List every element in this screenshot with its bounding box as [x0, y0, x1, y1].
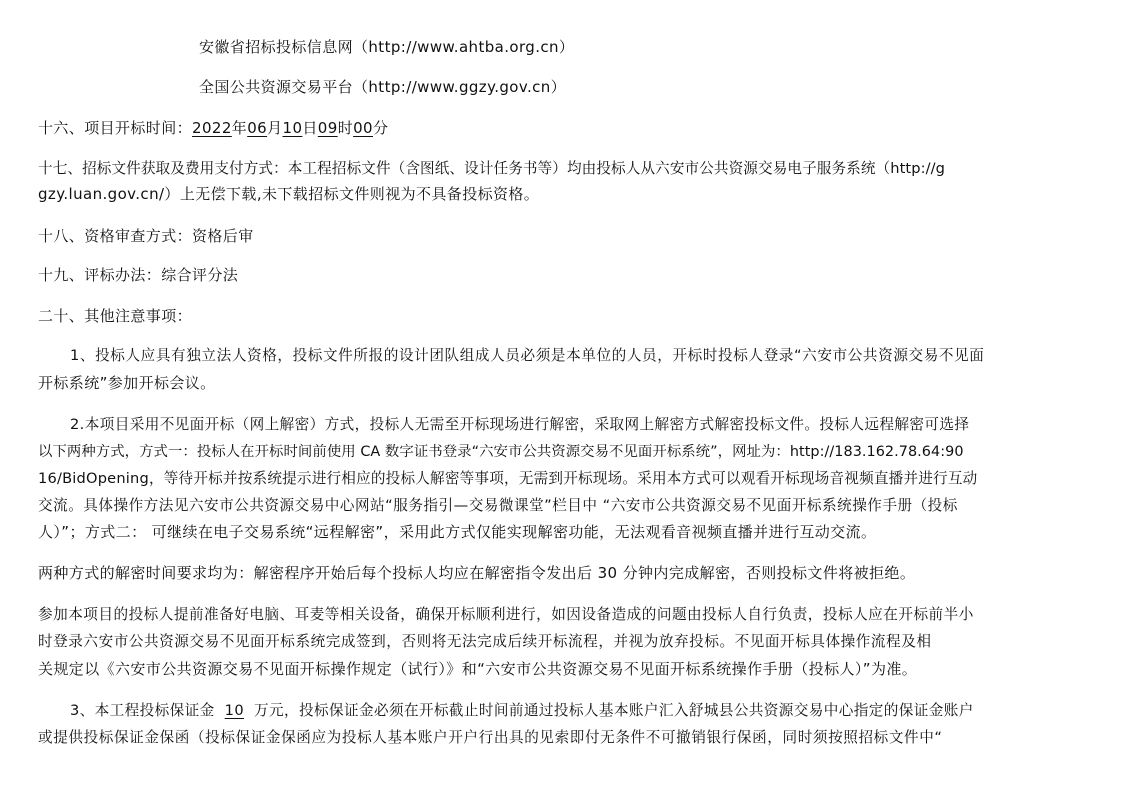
- minute-unit: 分: [372, 119, 389, 137]
- section-16-label: 十六、项目开标时间：: [38, 119, 193, 137]
- preparation-line-3: 关规定以《六安市公共资源交易不见面开标操作规定（试行）》和“六安市公共资源交易不见面开标系统操作手册（投标人）”为准。: [38, 660, 918, 678]
- section-18: 十八、资格审查方式：资格后审: [38, 227, 254, 245]
- section-16-bid-opening-time: [38, 118, 388, 138]
- item-1-line-2: 开标系统”参加开标会议。: [38, 374, 216, 392]
- item-2-line-4: 交流。具体操作方法见六安市公共资源交易中心网站“服务指引—交易微课堂”栏目中 “六安市公共资源交易不见面开标系统操作手册（投标: [38, 497, 958, 514]
- day-unit: 日: [302, 119, 318, 137]
- website-ahtba: 安徽省招标投标信息网（http://www.ahtba.org.cn）: [199, 38, 575, 56]
- section-19: 十九、评标办法：综合评分法: [38, 266, 239, 284]
- item-2-line-5: 人）”；方式二： 可继续在电子交易系统“远程解密”，采用此方式仅能实现解密功能，无法观看音视频直播并进行互动交流。: [38, 523, 877, 541]
- open-day: 10: [282, 119, 303, 137]
- section-17-line-1: 十七、招标文件获取及费用支付方式：本工程招标文件（含图纸、设计任务书等）均由投标人从六安市公共资源交易电子服务系统（http://g: [38, 160, 946, 177]
- item-1-line-1: 1、投标人应具有独立法人资格，投标文件所报的设计团队组成人员必须是本单位的人员，开标时投标人登录“六安市公共资源交易不见面: [70, 347, 985, 364]
- open-month: 06: [247, 119, 268, 137]
- hour-unit: 时: [337, 119, 354, 137]
- month-unit: 月: [267, 119, 283, 137]
- preparation-line-1: 参加本项目的投标人提前准备好电脑、耳麦等相关设备，确保开标顺利进行，如因设备造成的问题由投标人自行负责，投标人应在开标前半小: [38, 606, 974, 623]
- item-3-prefix: 3、本工程投标保证金: [70, 702, 215, 719]
- year-unit: 年: [231, 119, 248, 137]
- preparation-line-2: 时登录六安市公共资源交易不见面开标系统完成签到，否则将无法完成后续开标流程，并视为放弃投标。不见面开标具体操作流程及相: [38, 633, 932, 650]
- section-20: 二十、其他注意事项：: [38, 307, 193, 325]
- item-2-line-2: 以下两种方式，方式一：投标人在开标时间前使用 CA 数字证书登录“六安市公共资源交易不见面开标系统”，网址为：http://183.162.78.64:90: [38, 444, 964, 460]
- item-3-line-2: 或提供投标保证金保函（投标保证金保函应为投标人基本账户开户行出具的见索即付无条件不可撤销银行保函，同时须按照招标文件中“: [38, 729, 943, 746]
- item-3-line-1: [70, 701, 974, 721]
- open-minute: 00: [353, 119, 373, 137]
- item-2-line-3: 16/BidOpening，等待开标并按系统提示进行相应的投标人解密等事项，无需到开标现场。采用本方式可以观看开标现场音视频直播并进行互动: [38, 470, 978, 487]
- open-hour: 09: [317, 119, 338, 137]
- section-17-line-2: gzy.luan.gov.cn/）上无偿下载,未下载招标文件则视为不具备投标资格。: [38, 185, 540, 203]
- item-3-suffix: 万元，投标保证金必须在开标截止时间前通过投标人基本账户汇入舒城县公共资源交易中心指定的保证金账户: [254, 702, 974, 719]
- open-year: 2022: [192, 119, 232, 137]
- decryption-time-requirement: 两种方式的解密时间要求均为：解密程序开始后每个投标人均应在解密指令发出后 30 分钟内完成解密，否则投标文件将被拒绝。: [38, 564, 916, 582]
- item-2-line-1: 2.本项目采用不见面开标（网上解密）方式，投标人无需至开标现场进行解密，采取网上解密方式解密投标文件。投标人远程解密可选择: [70, 416, 970, 433]
- website-ggzy: 全国公共资源交易平台（http://www.ggzy.gov.cn）: [199, 78, 567, 96]
- deposit-amount: 10: [224, 702, 245, 719]
